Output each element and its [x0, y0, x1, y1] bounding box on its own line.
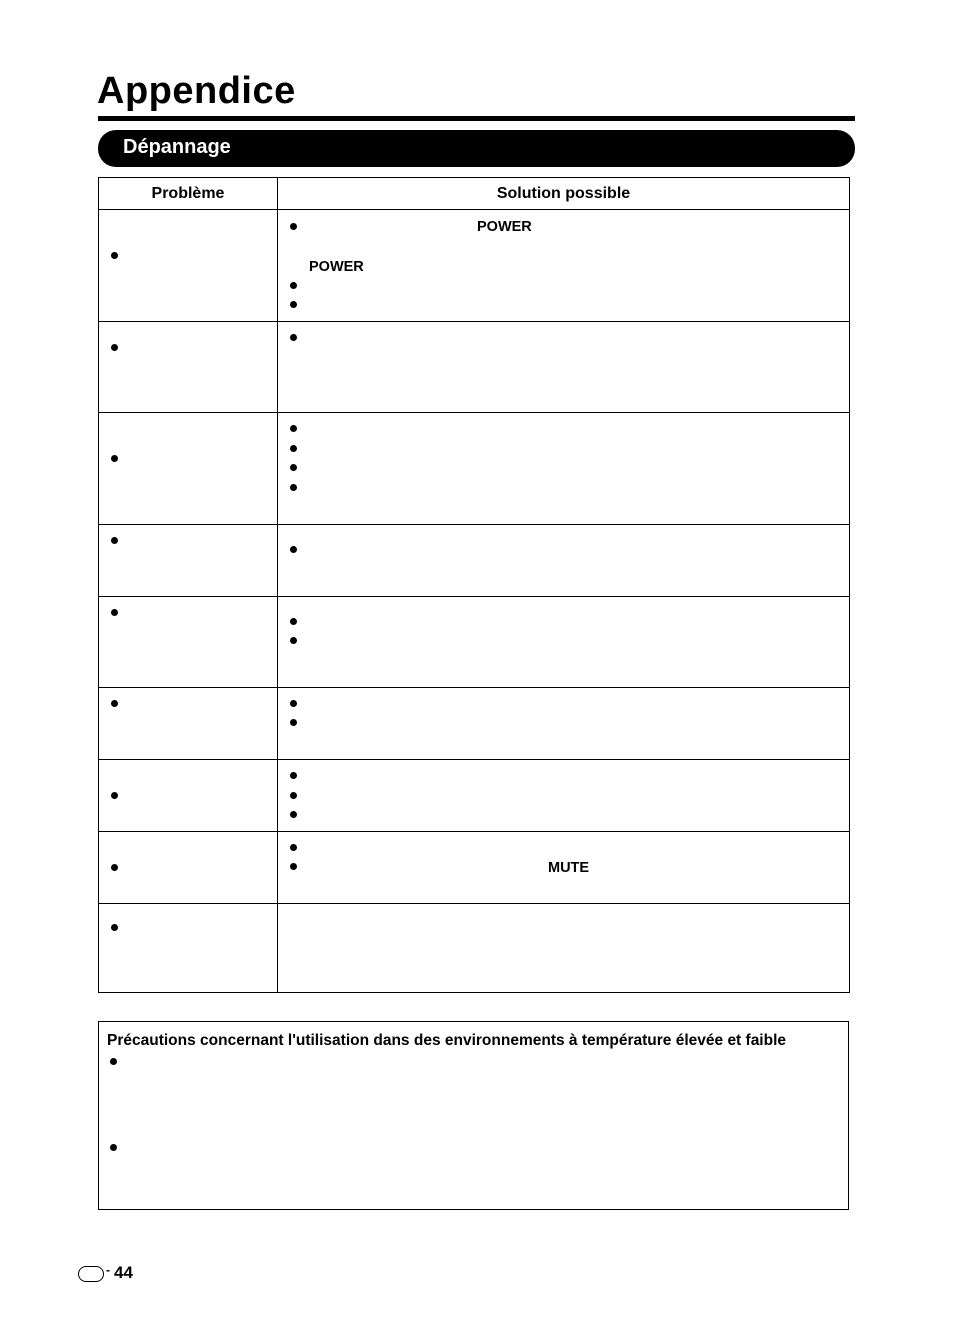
bullet-icon: [290, 223, 297, 230]
bullet-icon: [290, 811, 297, 818]
bullet-icon: [111, 864, 118, 871]
caution-title: Précautions concernant l'utilisation dans des environnements à température élevée et faible: [107, 1032, 787, 1049]
table-row: [99, 760, 850, 832]
solution-cell: [278, 322, 850, 413]
language-oval-icon: [78, 1266, 104, 1282]
bullet-icon: [111, 537, 118, 544]
bullet-icon: [290, 445, 297, 452]
problem-cell: [99, 322, 278, 413]
problem-cell: [99, 688, 278, 760]
power-keyword: POWER: [477, 219, 532, 235]
bullet-icon: [290, 618, 297, 625]
table-row: [99, 832, 850, 904]
problem-cell: [99, 760, 278, 832]
bullet-icon: [110, 1144, 117, 1151]
bullet-icon: [290, 484, 297, 491]
bullet-icon: [290, 282, 297, 289]
bullet-icon: [290, 464, 297, 471]
section-title: Dépannage: [123, 136, 231, 158]
page-dash: -: [106, 1263, 110, 1277]
title-rule: [98, 116, 855, 121]
troubleshooting-table: [98, 177, 850, 993]
solution-cell: [278, 832, 850, 904]
bullet-icon: [290, 700, 297, 707]
bullet-icon: [111, 344, 118, 351]
problem-cell: [99, 413, 278, 525]
header-solution: Solution possible: [278, 178, 850, 210]
problem-cell: [99, 210, 278, 322]
table-row: [99, 210, 850, 322]
bullet-icon: [111, 792, 118, 799]
bullet-icon: [290, 844, 297, 851]
solution-cell: [278, 525, 850, 597]
solution-cell: [278, 413, 850, 525]
problem-cell: [99, 597, 278, 688]
solution-cell: [278, 597, 850, 688]
table-row: [99, 904, 850, 993]
solution-cell: [278, 688, 850, 760]
problem-cell: [99, 525, 278, 597]
table-row: [99, 597, 850, 688]
bullet-icon: [110, 1058, 117, 1065]
problem-cell: [99, 832, 278, 904]
bullet-icon: [290, 792, 297, 799]
section-header: [98, 130, 855, 167]
mute-keyword: MUTE: [548, 860, 590, 876]
bullet-icon: [290, 719, 297, 726]
page-title: Appendice: [97, 70, 296, 112]
header-probleme: Problème: [99, 178, 278, 210]
table-row: [99, 525, 850, 597]
bullet-icon: [111, 455, 118, 462]
table-row: [99, 413, 850, 525]
bullet-icon: [111, 924, 118, 931]
table-header-row: [99, 178, 850, 210]
problem-cell: [99, 904, 278, 993]
bullet-icon: [290, 301, 297, 308]
table-row: [99, 322, 850, 413]
bullet-icon: [290, 425, 297, 432]
page-number-value: 44: [114, 1263, 133, 1282]
bullet-icon: [111, 609, 118, 616]
solution-cell: [278, 904, 850, 993]
solution-cell: [278, 210, 850, 322]
caution-box: [98, 1021, 849, 1210]
bullet-icon: [111, 252, 118, 259]
table-row: [99, 688, 850, 760]
bullet-icon: [290, 772, 297, 779]
bullet-icon: [290, 546, 297, 553]
bullet-icon: [111, 700, 118, 707]
solution-cell: [278, 760, 850, 832]
bullet-icon: [290, 863, 297, 870]
bullet-icon: [290, 637, 297, 644]
bullet-icon: [290, 334, 297, 341]
power-keyword: POWER: [309, 259, 364, 275]
